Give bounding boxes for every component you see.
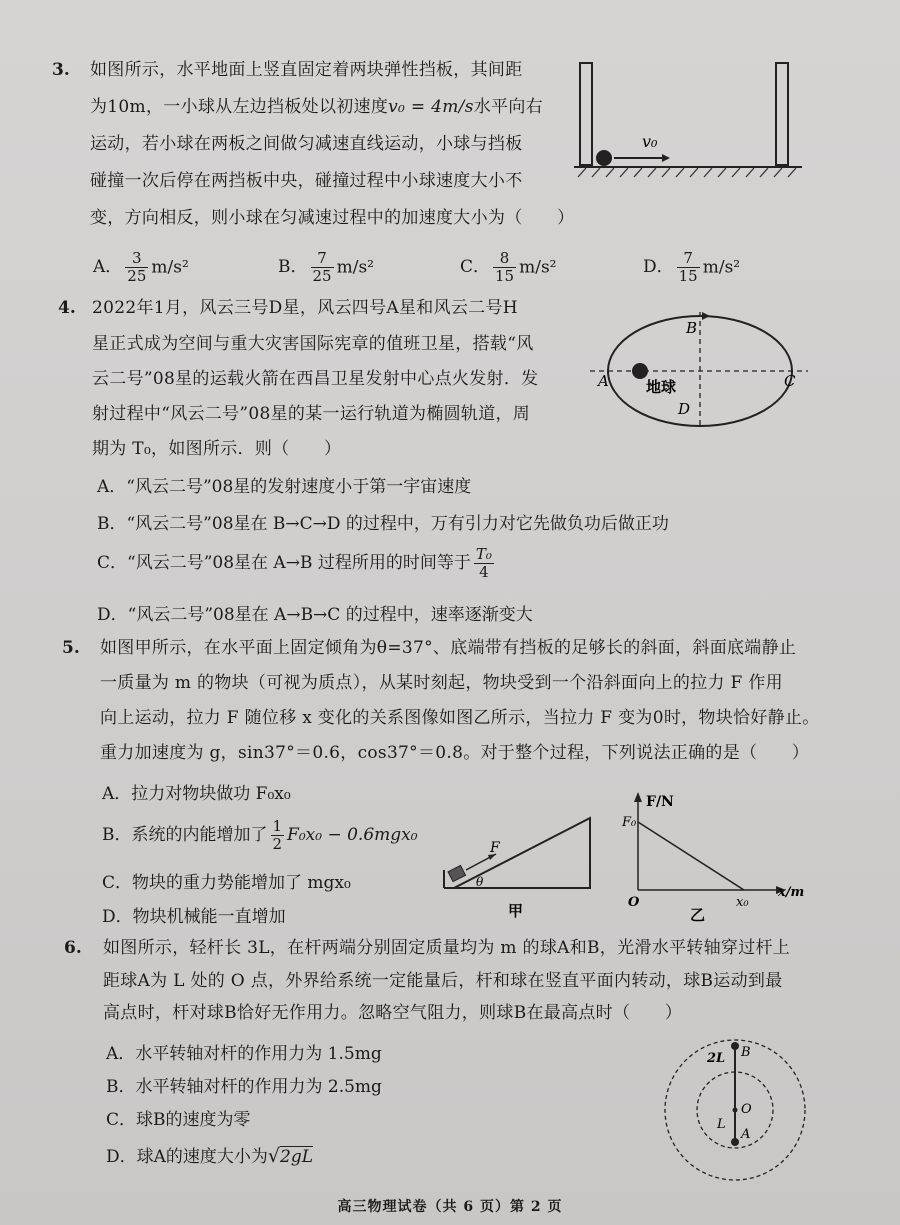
svg-text:θ: θ (476, 875, 484, 889)
q6-option-d[interactable]: D．球A的速度大小为√2gL (106, 1145, 314, 1167)
q5-option-d[interactable]: D．物块机械能一直增加 (102, 907, 286, 927)
q6-line-3: 高点时，杆对球B恰好无作用力。忽略空气阻力，则球B在最高点时（ ） (103, 1003, 683, 1023)
q3-option-a[interactable]: A． $\frac{3}{25}$ m/s² (93, 249, 189, 285)
svg-text:B: B (741, 1045, 751, 1060)
q5-block (448, 865, 465, 881)
q5-line-2: 一质量为 m 的物块（可视为质点），从某时刻起，物块受到一个沿斜面向上的拉力 F 作用 (100, 673, 783, 693)
svg-text:D: D (678, 400, 691, 418)
q4-earth (632, 363, 648, 379)
svg-text:O: O (741, 1102, 752, 1117)
q5-fx-line (638, 822, 744, 890)
q3-line-4: 碰撞一次后停在两挡板中央，碰撞过程中小球速度大小不 (90, 171, 523, 191)
q5-line-1: 如图甲所示，在水平面上固定倾角为θ=37°、底端带有挡板的足够长的斜面，斜面底端静止 (100, 638, 797, 658)
q4-option-c[interactable]: C．“风云二号”08星在 A→B 过程所用的时间等于 $\frac{\text{T₀}}{4}$ (97, 545, 492, 581)
q3-ball (596, 150, 612, 166)
q5-option-a[interactable]: A．拉力对物块做功 F₀x₀ (102, 784, 291, 804)
q5-line-4: 重力加速度为 g，sin37°＝0.6，cos37°＝0.8。对于整个过程，下列说法正确的是（ ） (100, 743, 810, 763)
svg-text:地球: 地球 (646, 378, 677, 396)
svg-text:F₀: F₀ (622, 815, 637, 830)
svg-text:O: O (628, 895, 640, 910)
q5-option-c[interactable]: C．物块的重力势能增加了 mgx₀ (102, 873, 351, 893)
q3-option-b[interactable]: B． $\frac{7}{25}$ m/s² (278, 249, 374, 285)
q5-number: 5. (62, 638, 80, 658)
svg-text:A: A (598, 372, 609, 390)
q4-number: 4. (58, 298, 76, 318)
q4-option-d[interactable]: D．“风云二号”08星在 A→B→C 的过程中，速率逐渐变大 (97, 605, 533, 625)
svg-text:2L: 2L (707, 1051, 726, 1066)
q3-line-3: 运动，若小球在两板之间做匀减速直线运动，小球与挡板 (90, 134, 523, 154)
svg-text:x₀: x₀ (736, 895, 749, 910)
q3-number: 3. (52, 60, 70, 80)
svg-text:乙: 乙 (690, 906, 706, 924)
q5-figure-jia (440, 808, 605, 920)
q5-option-b[interactable]: B．系统的内能增加了 $\frac{1}{2}$ F₀x₀ − 0.6mgx₀ (102, 817, 418, 853)
svg-text:A: A (741, 1127, 751, 1142)
q4-line-1: 2022年1月，风云三号D星，风云四号A星和风云二号H (92, 298, 518, 318)
q3-option-d[interactable]: D． $\frac{7}{15}$ m/s² (643, 249, 741, 285)
q3-line-1: 如图所示，水平地面上竖直固定着两块弹性挡板，其间距 (90, 60, 523, 80)
q6-option-b[interactable]: B．水平转轴对杆的作用力为 2.5mg (106, 1077, 382, 1097)
svg-text:C: C (784, 372, 796, 390)
q3-v0-label: v₀ (642, 132, 658, 151)
q4-line-5: 期为 T₀，如图所示．则（ ） (92, 439, 342, 459)
q4-option-b[interactable]: B．“风云二号”08星在 B→C→D 的过程中，万有引力对它先做负功后做正功 (97, 514, 669, 534)
q4-line-4: 射过程中“风云二号”08星的某一运行轨道为椭圆轨道，周 (92, 404, 531, 424)
q5-figure-yi (620, 790, 815, 925)
svg-text:x/m: x/m (778, 885, 805, 900)
svg-text:L: L (717, 1117, 726, 1132)
q5-line-3: 向上运动，拉力 F 随位移 x 变化的关系图像如图乙所示，当拉力 F 变为0时，物块恰好静止。 (100, 708, 820, 728)
q3-line-2: 为10m，一小球从左边挡板处以初速度v₀ = 4m/s水平向右 (90, 97, 543, 117)
q3-left-board (580, 63, 592, 165)
q6-line-1: 如图所示，轻杆长 3L，在杆两端分别固定质量均为 m 的球A和B，光滑水平转轴穿过杆上 (103, 938, 791, 958)
q4-option-a[interactable]: A．“风云二号”08星的发射速度小于第一宇宙速度 (97, 477, 472, 497)
q3-option-c[interactable]: C． $\frac{8}{15}$ m/s² (460, 249, 557, 285)
q3-right-board (776, 63, 788, 165)
q4-line-3: 云二号”08星的运载火箭在西昌卫星发射中心点火发射．发 (92, 369, 539, 389)
q6-option-a[interactable]: A．水平转轴对杆的作用力为 1.5mg (106, 1044, 382, 1064)
q4-line-2: 星正式成为空间与重大灾害国际宪章的值班卫星，搭载“风 (92, 334, 534, 354)
q4-figure (590, 306, 810, 431)
q6-option-c[interactable]: C．球B的速度为零 (106, 1110, 251, 1130)
svg-text:B: B (686, 319, 698, 337)
q3-line-5: 变，方向相反，则小球在匀减速过程中的加速度大小为（ ） (90, 208, 575, 228)
svg-text:F/N: F/N (646, 794, 674, 810)
page-footer: 高三物理试卷（共 6 页）第 2 页 (337, 1199, 563, 1215)
q6-line-2: 距球A为 L 处的 O 点，外界给系统一定能量后，杆和球在竖直平面内转动，球B运动到最 (103, 971, 783, 991)
q6-number: 6. (64, 938, 82, 958)
q3-figure (570, 55, 810, 185)
svg-text:F: F (490, 840, 500, 856)
svg-text:甲: 甲 (508, 902, 524, 920)
q6-figure (655, 1030, 815, 1190)
